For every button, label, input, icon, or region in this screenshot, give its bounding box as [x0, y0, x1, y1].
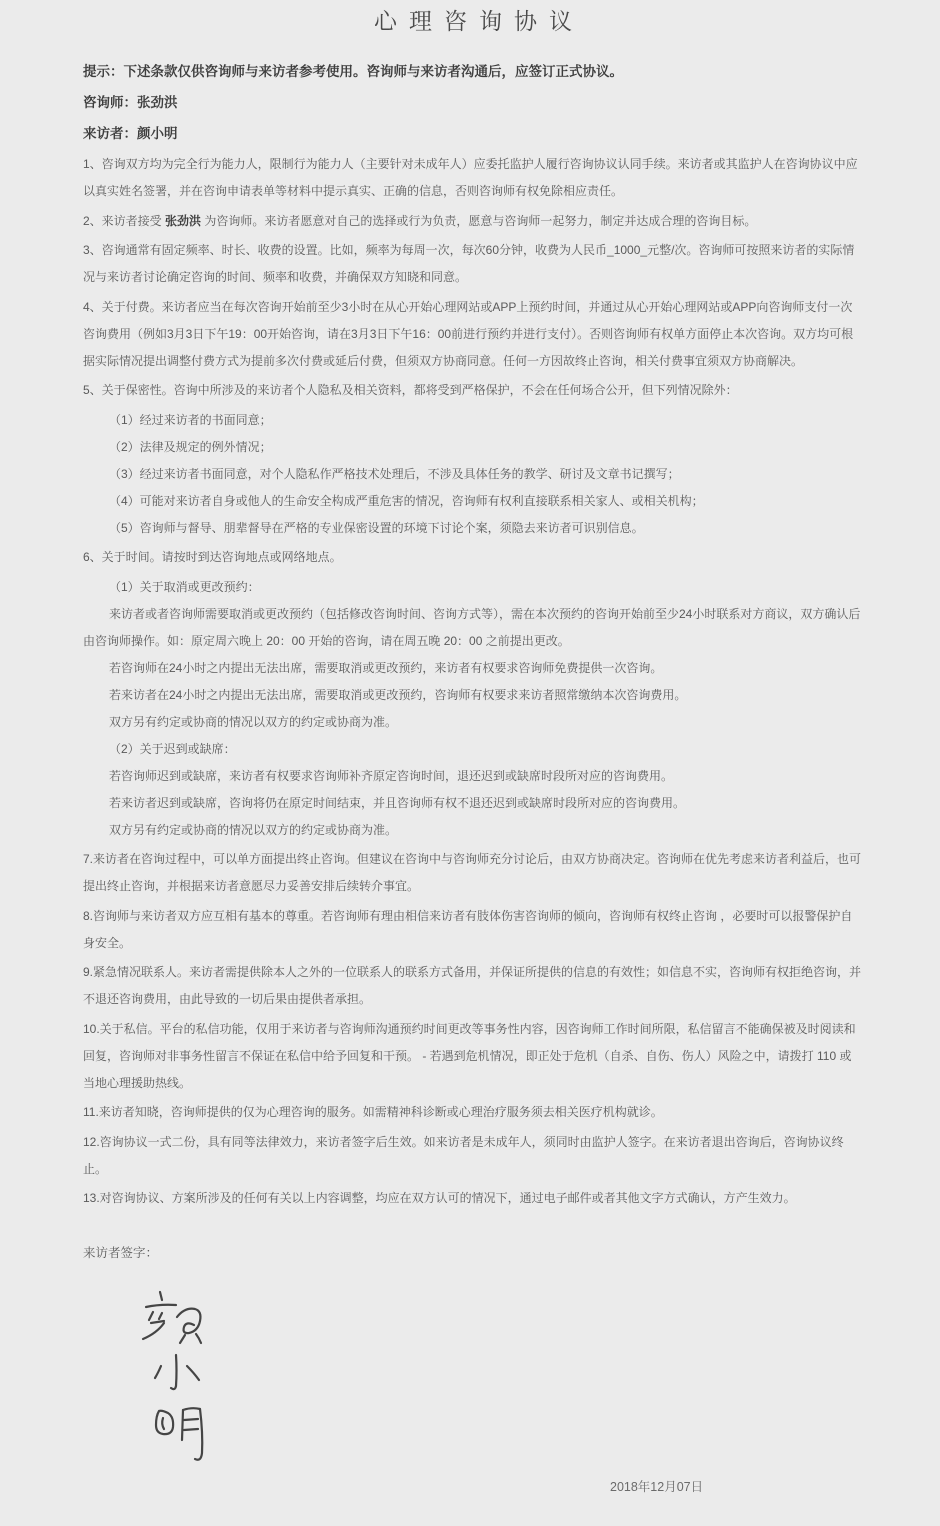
document-date: 2018年12月07日 — [610, 1480, 704, 1494]
clause-4: 4、关于付费。来访者应当在每次咨询开始前至少3小时在从心开始心理网站或APP上预约时间，并通过从心开始心理网站或APP向咨询师支付一次咨询费用（例如3月3日下午19：00开始咨询，请在3月3日下午16：00前进行预约并进行支付）。否则咨询师有权单方面停止本次咨询。双方均可根据实际情况提出调整付费方式为提前多次付费或延后付费，但须双方协商同意。任何一方因故终止咨询，相关付费事宜须双方协商解决。 — [83, 299, 854, 368]
clause-9: 9.紧急情况联系人。来访者需提供除本人之外的一位联系人的联系方式备用，并保证所提供的信息的有效性；如信息不实，咨询师有权拒绝咨询，并不退还咨询费用，由此导致的一切后果由提供者承担。 — [83, 965, 862, 1006]
notice-line: 提示：下述条款仅供咨询师与来访者参考使用。咨询师与来访者沟通后，应签订正式协议。 — [83, 64, 623, 79]
clause-2-prefix: 2、来访者接受 — [83, 213, 166, 228]
clause-6-counselor-cancel: 若咨询师在24小时之内提出无法出席，需要取消或更改预约，来访者有权要求咨询师免费提供一次咨询。 — [109, 660, 663, 675]
clause-6-mutual-agreement-2: 双方另有约定或协商的情况以双方的约定或协商为准。 — [109, 822, 398, 837]
clause-1: 1、咨询双方均为完全行为能力人，限制行为能力人（主要针对未成年人）应委托监护人履行咨询协议认同手续。来访者或其监护人在咨询协议中应以真实姓名签署，并在咨询申请表单等材料中提示真实、正确的信息，否则咨询师有权免除相应责任。 — [83, 157, 858, 198]
clause-6: 6、关于时间。请按时到达咨询地点或网络地点。 — [83, 550, 342, 564]
clause-5-item-3: （3）经过来访者书面同意，对个人隐私作严格技术处理后，不涉及具体任务的教学、研讨及文章书记撰写； — [109, 466, 680, 481]
clause-5-item-2: （2）法律及规定的例外情况； — [109, 439, 272, 454]
clause-2 — [83, 208, 863, 235]
visitor-signature-handwriting — [130, 1283, 230, 1473]
clause-13: 13.对咨询协议、方案所涉及的任何有关以上内容调整，均应在双方认可的情况下，通过电子邮件或者其他文字方式确认，方产生效力。 — [83, 1191, 796, 1205]
signature-label: 来访者签字： — [83, 1246, 159, 1260]
counselor-name: 张劲洪 — [165, 213, 202, 228]
clause-6-cancel-policy: 来访者或者咨询师需要取消或更改预约（包括修改咨询时间、咨询方式等），需在本次预约的咨询开始前至少24小时联系对方商议，双方确认后由咨询师操作。如：原定周六晚上 20：00 开始的咨询，请在周五晚 20：00 之前提出更改。 — [83, 606, 861, 648]
page-title: 心理咨询协议 — [374, 8, 584, 34]
clause-10: 10.关于私信。平台的私信功能，仅用于来访者与咨询师沟通预约时间更改等事务性内容，因咨询师工作时间所限，私信留言不能确保被及时阅读和回复，咨询师对非事务性留言不保证在私信中给予回复和干预。 - 若遇到危机情况，即正处于危机（自杀、自伤、伤人）风险之中，请拨打 110 或当地心理援助热线。 — [83, 1021, 856, 1090]
clause-5-item-5: （5）咨询师与督导、朋辈督导在严格的专业保密设置的环境下讨论个案，须隐去来访者可识别信息。 — [109, 520, 644, 535]
clause-3: 3、咨询通常有固定频率、时长、收费的设置。比如，频率为每周一次，每次60分钟，收费为人民币_1000_元整/次。咨询师可按照来访者的实际情况与来访者讨论确定咨询的时间、频率和收费，并确保双方知晓和同意。 — [83, 243, 855, 284]
clause-6-visitor-late: 若来访者迟到或缺席，咨询将仍在原定时间结束，并且咨询师有权不退还迟到或缺席时段所对应的咨询费用。 — [109, 795, 686, 810]
clause-12: 12.咨询协议一式二份，具有同等法律效力，来访者签字后生效。如来访者是未成年人，须同时由监护人签字。在来访者退出咨询后，咨询协议终止。 — [83, 1134, 844, 1176]
clause-6-item-2: （2）关于迟到或缺席： — [109, 741, 236, 756]
clause-7: 7.来访者在咨询过程中，可以单方面提出终止咨询。但建议在咨询中与咨询师充分讨论后，由双方协商决定。咨询师在优先考虑来访者利益后，也可提出终止咨询，并根据来访者意愿尽力妥善安排后续转介事宜。 — [83, 852, 862, 893]
clause-6-item-1: （1）关于取消或更改预约： — [109, 579, 260, 594]
clause-6-counselor-late: 若咨询师迟到或缺席，来访者有权要求咨询师补齐原定咨询时间，退还迟到或缺席时段所对应的咨询费用。 — [109, 768, 674, 783]
clause-5-item-1: （1）经过来访者的书面同意； — [109, 412, 272, 427]
counselor-line: 咨询师：张劲洪 — [83, 95, 178, 110]
clause-5: 5、关于保密性。咨询中所涉及的来访者个人隐私及相关资料，都将受到严格保护，不会在任何场合公开，但下列情况除外： — [83, 383, 738, 397]
clause-6-visitor-cancel: 若来访者在24小时之内提出无法出席，需要取消或更改预约，咨询师有权要求来访者照常缴纳本次咨询费用。 — [109, 687, 687, 702]
clause-11: 11.来访者知晓，咨询师提供的仅为心理咨询的服务。如需精神科诊断或心理治疗服务须去相关医疗机构就诊。 — [83, 1105, 663, 1119]
clause-8: 8.咨询师与来访者双方应互相有基本的尊重。若咨询师有理由相信来访者有肢体伤害咨询师的倾向，咨询师有权终止咨询 ，必要时可以报警保护自身安全。 — [83, 908, 853, 950]
clause-5-item-4: （4）可能对来访者自身或他人的生命安全构成严重危害的情况，咨询师有权利直接联系相关家人、或相关机构； — [109, 493, 704, 508]
clause-2-suffix: 为咨询师。来访者愿意对自己的选择或行为负责，愿意与咨询师一起努力，制定并达成合理的咨询目标。 — [201, 213, 757, 228]
visitor-line: 来访者：颜小明 — [83, 126, 178, 141]
clause-6-mutual-agreement-1: 双方另有约定或协商的情况以双方的约定或协商为准。 — [109, 714, 398, 729]
